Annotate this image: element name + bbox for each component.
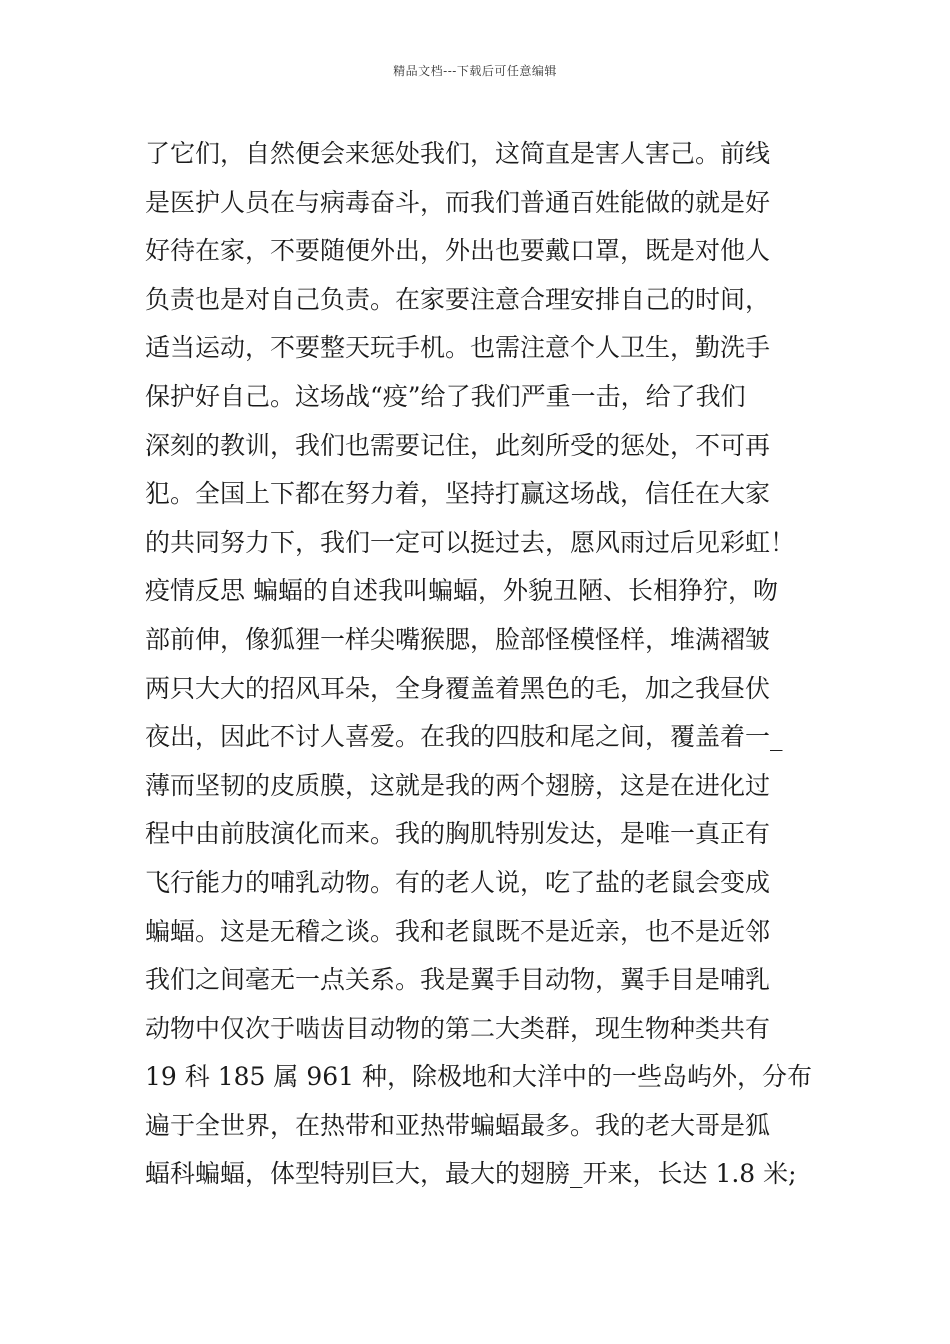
text-line: 程中由前肢演化而来。我的胸肌特别发达，是唯一真正有 [145, 819, 771, 849]
text-line: 犯。全国上下都在努力着，坚持打赢这场战，信任在大家 [145, 479, 771, 509]
body-text [145, 130, 825, 1199]
text-line: 了它们，自然便会来惩处我们，这简直是害人害己。前线 [145, 139, 771, 168]
text-line: 19 科 185 属 961 种，除极地和大洋中的一些岛屿外，分布 [145, 1062, 812, 1092]
text-line: 遍于全世界，在热带和亚热带蝙蝠最多。我的老大哥是狐 [145, 1110, 771, 1140]
page-header: 精品文档---下载后可任意编辑 [393, 64, 557, 78]
text-line: 部前伸，像狐狸一样尖嘴猴腮，脸部怪模怪样，堆满褶皱 [145, 624, 771, 654]
text-line: 好待在家，不要随便外出，外出也要戴口罩，既是对他人 [145, 236, 771, 266]
text-line: 疫情反思 蝙蝠的自述我叫蝙蝠，外貌丑陋、长相狰狞，吻 [145, 576, 778, 606]
text-line: 两只大大的招风耳朵，全身覆盖着黑色的毛，加之我昼伏 [145, 673, 771, 703]
text-line: 蝠科蝙蝠，体型特别巨大，最大的翅膀_开来，长达 1.8 米; [145, 1159, 797, 1189]
text-line: 蝙蝠。这是无稽之谈。我和老鼠既不是近亲，也不是近邻 [145, 916, 771, 946]
text-line: 保护好自己。这场战“疫”给了我们严重一击，给了我们 [145, 381, 746, 411]
text-line: 薄而坚韧的皮质膜，这就是我的两个翅膀，这是在进化过 [145, 770, 771, 800]
text-line: 动物中仅次于啮齿目动物的第二大类群，现生物种类共有 [145, 1013, 771, 1043]
text-line: 深刻的教训，我们也需要记住，此刻所受的惩处，不可再 [145, 430, 771, 460]
text-line: 飞行能力的哺乳动物。有的老人说，吃了盐的老鼠会变成 [145, 867, 771, 897]
text-line: 是医护人员在与病毒奋斗，而我们普通百姓能做的就是好 [145, 187, 771, 217]
text-line: 夜出，因此不讨人喜爱。在我的四肢和尾之间，覆盖着一_ [145, 722, 783, 752]
text-line: 的共同努力下，我们一定可以挺过去，愿风雨过后见彩虹！ [145, 527, 796, 557]
text-line: 我们之间毫无一点关系。我是翼手目动物，翼手目是哺乳 [145, 965, 771, 995]
text-line: 适当运动，不要整天玩手机。也需注意个人卫生，勤洗手 [145, 333, 771, 363]
text-line: 负责也是对自己负责。在家要注意合理安排自己的时间， [145, 284, 771, 314]
